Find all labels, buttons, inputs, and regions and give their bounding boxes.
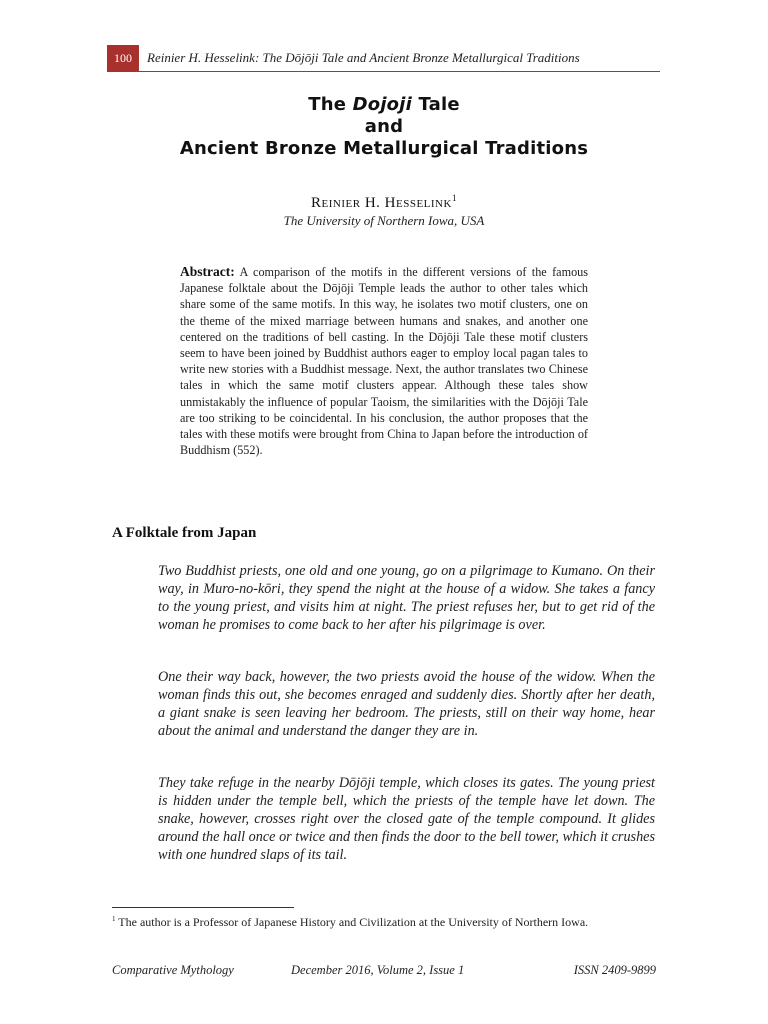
author-affiliation: The University of Northern Iowa, USA — [283, 213, 485, 228]
author-footnote-mark: 1 — [451, 193, 457, 203]
title-line-2: and — [364, 116, 404, 137]
title-line-1-italic: Dojoji — [352, 94, 412, 115]
title-line-3: Ancient Bronze Metallurgical Traditions — [179, 138, 589, 159]
quote-paragraph-3: They take refuge in the nearby Dōjōji temple, which closes its gates. The young priest is hidden under the temple bell, which the priests of the temple have let down. The snake, however, crosses right over the closed gate of the temple compound. It glides around the hall once or twice and then finds the door to the bell tower, which it crushes with one hundred slaps of its tail. — [158, 775, 655, 863]
page-number: 100 — [107, 45, 139, 71]
footnote-text: The author is a Professor of Japanese History and Civilization at the University of Northern Iowa. — [115, 915, 589, 929]
abstract-text: A comparison of the motifs in the different versions of the famous Japanese folktale about the Dōjōji Temple leads the author to other tales which share some of the same motifs. In this way, he isolates two motif clusters, one on the theme of the mixed marriage between humans and snakes, and another one centered on the traditions of bell casting. In the Dōjōji Tale these motif clusters seem to have been joined by Buddhist authors eager to employ local pagan tales to write new stories with a Buddhist message. Next, the author translates two Chinese tales in which the same motif clusters appear. Although these tales show unmistakably the influence of popular Taoism, the similarities with the Dōjōji Tale are too striking to be coincidental. In his conclusion, the author proposes that the tales with these motifs were brought from China to Japan before the introduction of Buddhism (552). — [180, 265, 589, 458]
title-line-1 — [0, 94, 768, 115]
author-name-line — [0, 193, 768, 212]
title-line-1-pre: The — [308, 94, 353, 115]
footer-issn: ISSN 2409-9899 — [573, 963, 656, 977]
title-line-1-post: Tale — [412, 94, 460, 115]
quote-paragraph-2: One their way back, however, the two priests avoid the house of the widow. When the woman finds this out, she becomes enraged and suddenly dies. Shortly after her death, a giant snake is seen leaving her bedroom. The priests, still on their way home, hear about the animal and understand the danger they are in. — [158, 669, 655, 739]
abstract-label: Abstract: — [180, 264, 235, 279]
running-header — [107, 45, 660, 72]
author-name: Reinier H. Hesselink — [311, 195, 452, 211]
footer-journal: Comparative Mythology — [112, 963, 234, 977]
section-heading: A Folktale from Japan — [112, 525, 257, 541]
footnote-mark: 1 — [112, 915, 116, 923]
quote-paragraph-1: Two Buddhist priests, one old and one young, go on a pilgrimage to Kumano. On their way, in Muro-no-kōri, they spend the night at the house of a widow. She takes a fancy to the young priest, and visits him at night. The priest refuses her, but to get rid of the woman he promises to come back to her after his pilgrimage is over. — [158, 563, 655, 633]
footnote — [112, 915, 672, 930]
footnote-divider — [112, 907, 294, 908]
footer-issue: December 2016, Volume 2, Issue 1 — [291, 963, 465, 977]
running-head-text: Reinier H. Hesselink: The Dōjōji Tale and Ancient Bronze Metallurgical Traditions — [147, 50, 580, 65]
abstract — [180, 264, 588, 458]
